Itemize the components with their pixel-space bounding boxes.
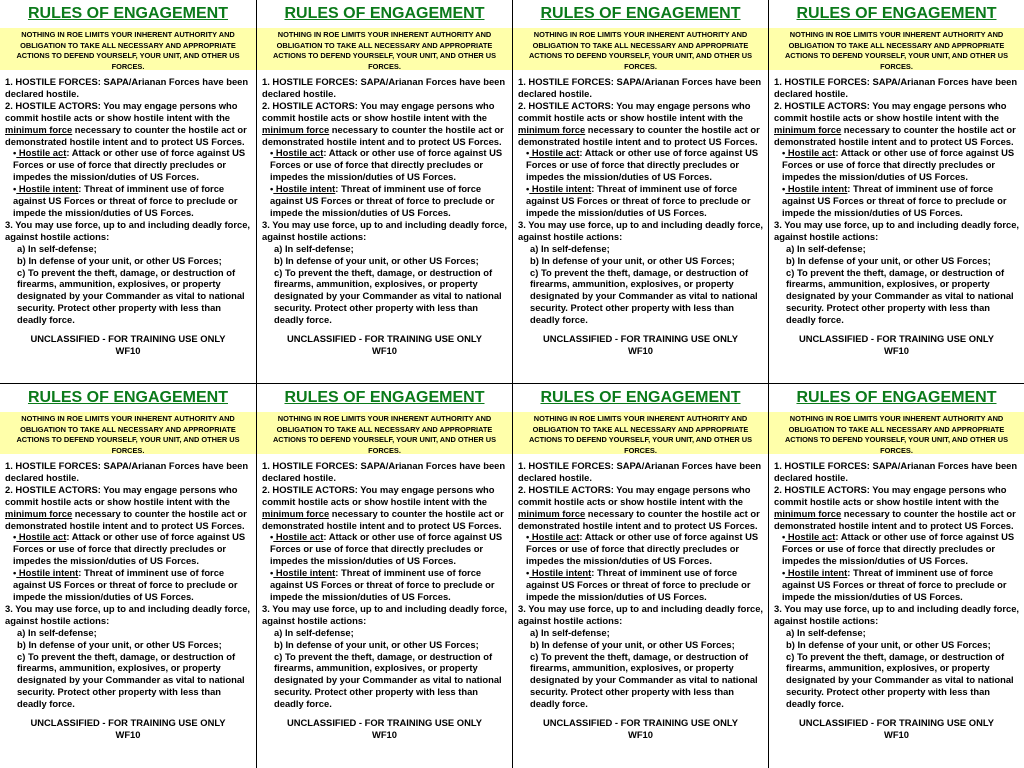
roe-card — [768, 0, 1024, 384]
roe-card — [512, 384, 768, 768]
item-use-of-force: 3. You may use force, up to and including deadly force, against hostile actions: — [774, 602, 1020, 626]
card-body — [769, 454, 1024, 710]
item-hostile-forces: 1. HOSTILE FORCES: SAPA/Arianan Forces have been declared hostile. — [518, 76, 762, 99]
classification-line: UNCLASSIFIED - FOR TRAINING USE ONLY — [287, 717, 482, 729]
item-hostile-forces: 1. HOSTILE FORCES: SAPA/Arianan Forces have been declared hostile. — [5, 76, 249, 99]
item-hostile-forces: 1. HOSTILE FORCES: SAPA/Arianan Forces have been declared hostile. — [5, 460, 249, 483]
hostile-act-term: Hostile act — [785, 147, 836, 159]
bullet-dot: • — [526, 147, 530, 159]
item-protect-property: c) To prevent the theft, damage, or destruction of firearms, ammunition, explosives, or property designated by your Commander as vital to national security. Protect other property with less than deadly force. — [17, 266, 245, 326]
item-hostile-actors — [518, 484, 764, 532]
card-title: RULES OF ENGAGEMENT — [796, 389, 997, 406]
hostile-act-term: Hostile act — [16, 147, 67, 159]
card-body — [513, 454, 768, 710]
card-banner: NOTHING IN ROE LIMITS YOUR INHERENT AUTHORITY AND OBLIGATION TO TAKE ALL NECESSARY AND APPROPRIATE ACTIONS TO DEFEND YOURSELF, YOUR UNIT, AND OTHER US FORCES. — [769, 28, 1024, 70]
card-footer — [257, 333, 512, 357]
item-defense-of-unit: b) In defense of your unit, or other US Forces; — [530, 254, 735, 266]
bullet-dot: • — [270, 147, 274, 159]
item-defense-of-unit: b) In defense of your unit, or other US Forces; — [274, 638, 479, 650]
card-body — [257, 70, 512, 326]
item-hostile-actors — [518, 100, 764, 148]
card-body — [769, 70, 1024, 326]
card-title: RULES OF ENGAGEMENT — [27, 5, 228, 22]
item-self-defense: a) In self-defense; — [530, 626, 610, 638]
item-use-of-force: 3. You may use force, up to and including deadly force, against hostile actions: — [262, 602, 508, 626]
item-use-of-force: 3. You may use force, up to and including deadly force, against hostile actions: — [518, 218, 764, 242]
item-defense-of-unit: b) In defense of your unit, or other US Forces; — [17, 638, 222, 650]
bullet-hostile-act — [774, 531, 1020, 567]
item-protect-property: c) To prevent the theft, damage, or destruction of firearms, ammunition, explosives, or property designated by your Commander as vital to national security. Protect other property with less than deadly force. — [530, 266, 758, 326]
bullet-dot: • — [526, 183, 530, 195]
classification-line: UNCLASSIFIED - FOR TRAINING USE ONLY — [287, 333, 482, 345]
item-hostile-actors-pre: 2. HOSTILE ACTORS: You may engage persons who commit hostile acts or show hostile intent with the — [262, 99, 495, 123]
card-banner: NOTHING IN ROE LIMITS YOUR INHERENT AUTHORITY AND OBLIGATION TO TAKE ALL NECESSARY AND APPROPRIATE ACTIONS TO DEFEND YOURSELF, YOUR UNIT, AND OTHER US FORCES. — [0, 412, 256, 454]
form-code: WF10 — [627, 728, 653, 740]
bullet-dot: • — [13, 531, 17, 543]
hostile-intent-term: Hostile intent — [785, 567, 848, 579]
card-banner: NOTHING IN ROE LIMITS YOUR INHERENT AUTHORITY AND OBLIGATION TO TAKE ALL NECESSARY AND APPROPRIATE ACTIONS TO DEFEND YOURSELF, YOUR UNIT, AND OTHER US FORCES. — [257, 412, 512, 454]
classification-line: UNCLASSIFIED - FOR TRAINING USE ONLY — [543, 717, 738, 729]
minimum-force-term: minimum force — [5, 123, 73, 135]
form-code: WF10 — [627, 344, 653, 356]
item-protect-property: c) To prevent the theft, damage, or destruction of firearms, ammunition, explosives, or property designated by your Commander as vital to national security. Protect other property with less than deadly force. — [530, 650, 758, 710]
roe-card — [768, 384, 1024, 768]
card-footer — [513, 717, 768, 741]
bullet-hostile-act — [518, 147, 764, 183]
item-protect-property: c) To prevent the theft, damage, or destruction of firearms, ammunition, explosives, or property designated by your Commander as vital to national security. Protect other property with less than deadly force. — [17, 650, 245, 710]
hostile-act-definition: : Attack or other use of force against US Forces or use of force that directly precludes or impedes the mission/duties of US Forces. — [270, 531, 503, 567]
bullet-dot: • — [270, 183, 274, 195]
card-body — [513, 70, 768, 326]
item-hostile-forces: 1. HOSTILE FORCES: SAPA/Arianan Forces have been declared hostile. — [774, 460, 1018, 483]
item-self-defense: a) In self-defense; — [17, 242, 97, 254]
item-protect-property: c) To prevent the theft, damage, or destruction of firearms, ammunition, explosives, or property designated by your Commander as vital to national security. Protect other property with less than deadly force. — [786, 266, 1014, 326]
card-banner: NOTHING IN ROE LIMITS YOUR INHERENT AUTHORITY AND OBLIGATION TO TAKE ALL NECESSARY AND APPROPRIATE ACTIONS TO DEFEND YOURSELF, YOUR UNIT, AND OTHER US FORCES. — [513, 28, 768, 70]
form-code: WF10 — [371, 344, 397, 356]
item-hostile-actors-pre: 2. HOSTILE ACTORS: You may engage persons who commit hostile acts or show hostile intent with the — [518, 483, 751, 507]
bullet-dot: • — [782, 567, 786, 579]
roe-card — [0, 384, 256, 768]
bullet-dot: • — [782, 147, 786, 159]
bullet-dot: • — [13, 183, 17, 195]
card-title: RULES OF ENGAGEMENT — [27, 389, 228, 406]
hostile-intent-definition: : Threat of imminent use of force against US Forces or threat of force to preclude or impede the mission/duties of US Forces. — [13, 183, 238, 218]
card-title: RULES OF ENGAGEMENT — [540, 389, 741, 406]
hostile-act-definition: : Attack or other use of force against US Forces or use of force that directly precludes or impedes the mission/duties of US Forces. — [270, 147, 503, 183]
item-self-defense: a) In self-defense; — [274, 242, 354, 254]
item-hostile-actors-post: necessary to counter the hostile act or demonstrated hostile intent and to protect US Forces. — [774, 123, 1016, 147]
item-hostile-forces: 1. HOSTILE FORCES: SAPA/Arianan Forces have been declared hostile. — [518, 460, 762, 483]
hostile-act-term: Hostile act — [16, 531, 67, 543]
card-footer — [769, 717, 1024, 741]
hostile-act-term: Hostile act — [785, 531, 836, 543]
card-banner: NOTHING IN ROE LIMITS YOUR INHERENT AUTHORITY AND OBLIGATION TO TAKE ALL NECESSARY AND APPROPRIATE ACTIONS TO DEFEND YOURSELF, YOUR UNIT, AND OTHER US FORCES. — [513, 412, 768, 454]
classification-line: UNCLASSIFIED - FOR TRAINING USE ONLY — [30, 717, 226, 729]
card-banner: NOTHING IN ROE LIMITS YOUR INHERENT AUTHORITY AND OBLIGATION TO TAKE ALL NECESSARY AND APPROPRIATE ACTIONS TO DEFEND YOURSELF, YOUR UNIT, AND OTHER US FORCES. — [257, 28, 512, 70]
hostile-intent-term: Hostile intent — [785, 183, 848, 195]
bullet-dot: • — [270, 531, 274, 543]
item-hostile-actors-post: necessary to counter the hostile act or demonstrated hostile intent and to protect US Forces. — [262, 507, 504, 531]
item-defense-of-unit: b) In defense of your unit, or other US Forces; — [274, 254, 479, 266]
bullet-dot: • — [526, 531, 530, 543]
item-defense-of-unit: b) In defense of your unit, or other US Forces; — [786, 254, 991, 266]
bullet-dot: • — [13, 567, 17, 579]
card-body — [0, 70, 256, 326]
card-title: RULES OF ENGAGEMENT — [284, 389, 485, 406]
item-hostile-actors — [774, 100, 1020, 148]
bullet-hostile-intent — [518, 567, 764, 603]
card-title: RULES OF ENGAGEMENT — [540, 5, 741, 22]
item-hostile-actors — [5, 484, 252, 532]
bullet-hostile-intent — [5, 183, 252, 219]
item-hostile-forces: 1. HOSTILE FORCES: SAPA/Arianan Forces have been declared hostile. — [774, 76, 1018, 99]
hostile-act-term: Hostile act — [273, 531, 324, 543]
minimum-force-term: minimum force — [774, 123, 842, 135]
roe-card — [0, 0, 256, 384]
roe-card — [512, 0, 768, 384]
bullet-dot: • — [782, 183, 786, 195]
bullet-hostile-intent — [774, 567, 1020, 603]
item-use-of-force: 3. You may use force, up to and including deadly force, against hostile actions: — [5, 602, 251, 626]
roe-card — [256, 0, 512, 384]
item-hostile-actors-pre: 2. HOSTILE ACTORS: You may engage persons who commit hostile acts or show hostile intent with the — [774, 483, 1007, 507]
hostile-act-term: Hostile act — [273, 147, 324, 159]
hostile-intent-term: Hostile intent — [273, 183, 336, 195]
bullet-hostile-act — [262, 147, 508, 183]
hostile-act-definition: : Attack or other use of force against US Forces or use of force that directly precludes or impedes the mission/duties of US Forces. — [782, 531, 1015, 567]
bullet-hostile-intent — [5, 567, 252, 603]
hostile-intent-definition: : Threat of imminent use of force against US Forces or threat of force to preclude or impede the mission/duties of US Forces. — [782, 183, 1007, 218]
hostile-intent-term: Hostile intent — [529, 183, 592, 195]
item-hostile-actors-post: necessary to counter the hostile act or demonstrated hostile intent and to protect US Forces. — [5, 507, 247, 531]
hostile-act-definition: : Attack or other use of force against US Forces or use of force that directly precludes or impedes the mission/duties of US Forces. — [13, 531, 246, 567]
item-hostile-actors-pre: 2. HOSTILE ACTORS: You may engage persons who commit hostile acts or show hostile intent with the — [5, 99, 238, 123]
item-hostile-actors-post: necessary to counter the hostile act or demonstrated hostile intent and to protect US Forces. — [518, 123, 760, 147]
hostile-act-term: Hostile act — [529, 147, 580, 159]
item-self-defense: a) In self-defense; — [530, 242, 610, 254]
bullet-hostile-act — [518, 531, 764, 567]
item-use-of-force: 3. You may use force, up to and including deadly force, against hostile actions: — [262, 218, 508, 242]
item-use-of-force: 3. You may use force, up to and including deadly force, against hostile actions: — [5, 218, 251, 242]
form-code: WF10 — [115, 344, 141, 356]
item-hostile-actors-pre: 2. HOSTILE ACTORS: You may engage persons who commit hostile acts or show hostile intent with the — [774, 99, 1007, 123]
hostile-intent-definition: : Threat of imminent use of force against US Forces or threat of force to preclude or impede the mission/duties of US Forces. — [526, 183, 751, 218]
form-code: WF10 — [883, 728, 909, 740]
hostile-act-definition: : Attack or other use of force against US Forces or use of force that directly precludes or impedes the mission/duties of US Forces. — [782, 147, 1015, 183]
classification-line: UNCLASSIFIED - FOR TRAINING USE ONLY — [543, 333, 738, 345]
hostile-act-definition: : Attack or other use of force against US Forces or use of force that directly precludes or impedes the mission/duties of US Forces. — [526, 147, 759, 183]
item-self-defense: a) In self-defense; — [17, 626, 97, 638]
item-hostile-actors — [262, 484, 508, 532]
item-defense-of-unit: b) In defense of your unit, or other US Forces; — [786, 638, 991, 650]
bullet-hostile-intent — [518, 183, 764, 219]
item-hostile-actors-post: necessary to counter the hostile act or demonstrated hostile intent and to protect US Forces. — [5, 123, 247, 147]
item-self-defense: a) In self-defense; — [274, 626, 354, 638]
item-protect-property: c) To prevent the theft, damage, or destruction of firearms, ammunition, explosives, or property designated by your Commander as vital to national security. Protect other property with less than deadly force. — [274, 650, 502, 710]
item-hostile-actors-pre: 2. HOSTILE ACTORS: You may engage persons who commit hostile acts or show hostile intent with the — [262, 483, 495, 507]
bullet-dot: • — [270, 567, 274, 579]
minimum-force-term: minimum force — [518, 507, 586, 519]
item-hostile-actors-pre: 2. HOSTILE ACTORS: You may engage persons who commit hostile acts or show hostile intent with the — [518, 99, 751, 123]
minimum-force-term: minimum force — [262, 507, 330, 519]
item-hostile-actors — [774, 484, 1020, 532]
form-code: WF10 — [115, 728, 141, 740]
card-title: RULES OF ENGAGEMENT — [796, 5, 997, 22]
card-body — [257, 454, 512, 710]
card-footer — [0, 717, 256, 741]
hostile-intent-term: Hostile intent — [16, 183, 79, 195]
card-banner: NOTHING IN ROE LIMITS YOUR INHERENT AUTHORITY AND OBLIGATION TO TAKE ALL NECESSARY AND APPROPRIATE ACTIONS TO DEFEND YOURSELF, YOUR UNIT, AND OTHER US FORCES. — [0, 28, 256, 70]
classification-line: UNCLASSIFIED - FOR TRAINING USE ONLY — [799, 333, 994, 345]
bullet-hostile-act — [262, 531, 508, 567]
bullet-hostile-intent — [774, 183, 1020, 219]
hostile-act-term: Hostile act — [529, 531, 580, 543]
item-hostile-actors — [5, 100, 252, 148]
item-use-of-force: 3. You may use force, up to and including deadly force, against hostile actions: — [774, 218, 1020, 242]
form-code: WF10 — [883, 344, 909, 356]
item-protect-property: c) To prevent the theft, damage, or destruction of firearms, ammunition, explosives, or property designated by your Commander as vital to national security. Protect other property with less than deadly force. — [274, 266, 502, 326]
hostile-intent-definition: : Threat of imminent use of force against US Forces or threat of force to preclude or impede the mission/duties of US Forces. — [270, 567, 495, 602]
hostile-intent-term: Hostile intent — [16, 567, 79, 579]
bullet-hostile-intent — [262, 183, 508, 219]
hostile-intent-term: Hostile intent — [529, 567, 592, 579]
hostile-intent-definition: : Threat of imminent use of force against US Forces or threat of force to preclude or impede the mission/duties of US Forces. — [526, 567, 751, 602]
card-footer — [257, 717, 512, 741]
classification-line: UNCLASSIFIED - FOR TRAINING USE ONLY — [799, 717, 994, 729]
hostile-intent-definition: : Threat of imminent use of force against US Forces or threat of force to preclude or impede the mission/duties of US Forces. — [13, 567, 238, 602]
bullet-hostile-act — [5, 147, 252, 183]
bullet-hostile-intent — [262, 567, 508, 603]
hostile-act-definition: : Attack or other use of force against US Forces or use of force that directly precludes or impedes the mission/duties of US Forces. — [13, 147, 246, 183]
card-footer — [513, 333, 768, 357]
bullet-dot: • — [782, 531, 786, 543]
item-hostile-forces: 1. HOSTILE FORCES: SAPA/Arianan Forces have been declared hostile. — [262, 460, 506, 483]
item-protect-property: c) To prevent the theft, damage, or destruction of firearms, ammunition, explosives, or property designated by your Commander as vital to national security. Protect other property with less than deadly force. — [786, 650, 1014, 710]
bullet-hostile-act — [774, 147, 1020, 183]
minimum-force-term: minimum force — [5, 507, 73, 519]
item-self-defense: a) In self-defense; — [786, 626, 866, 638]
item-self-defense: a) In self-defense; — [786, 242, 866, 254]
roe-card — [256, 384, 512, 768]
hostile-intent-definition: : Threat of imminent use of force against US Forces or threat of force to preclude or impede the mission/duties of US Forces. — [782, 567, 1007, 602]
hostile-act-definition: : Attack or other use of force against US Forces or use of force that directly precludes or impedes the mission/duties of US Forces. — [526, 531, 759, 567]
hostile-intent-term: Hostile intent — [273, 567, 336, 579]
classification-line: UNCLASSIFIED - FOR TRAINING USE ONLY — [30, 333, 226, 345]
card-banner: NOTHING IN ROE LIMITS YOUR INHERENT AUTHORITY AND OBLIGATION TO TAKE ALL NECESSARY AND APPROPRIATE ACTIONS TO DEFEND YOURSELF, YOUR UNIT, AND OTHER US FORCES. — [769, 412, 1024, 454]
hostile-intent-definition: : Threat of imminent use of force against US Forces or threat of force to preclude or impede the mission/duties of US Forces. — [270, 183, 495, 218]
form-code: WF10 — [371, 728, 397, 740]
item-hostile-actors-post: necessary to counter the hostile act or demonstrated hostile intent and to protect US Forces. — [518, 507, 760, 531]
card-body — [0, 454, 256, 710]
minimum-force-term: minimum force — [262, 123, 330, 135]
item-hostile-actors — [262, 100, 508, 148]
item-hostile-forces: 1. HOSTILE FORCES: SAPA/Arianan Forces have been declared hostile. — [262, 76, 506, 99]
item-hostile-actors-post: necessary to counter the hostile act or demonstrated hostile intent and to protect US Forces. — [262, 123, 504, 147]
card-footer — [0, 333, 256, 357]
item-hostile-actors-pre: 2. HOSTILE ACTORS: You may engage persons who commit hostile acts or show hostile intent with the — [5, 483, 238, 507]
bullet-dot: • — [13, 147, 17, 159]
minimum-force-term: minimum force — [774, 507, 842, 519]
item-use-of-force: 3. You may use force, up to and including deadly force, against hostile actions: — [518, 602, 764, 626]
bullet-dot: • — [526, 567, 530, 579]
item-hostile-actors-post: necessary to counter the hostile act or demonstrated hostile intent and to protect US Forces. — [774, 507, 1016, 531]
minimum-force-term: minimum force — [518, 123, 586, 135]
item-defense-of-unit: b) In defense of your unit, or other US Forces; — [530, 638, 735, 650]
bullet-hostile-act — [5, 531, 252, 567]
card-footer — [769, 333, 1024, 357]
card-title: RULES OF ENGAGEMENT — [284, 5, 485, 22]
item-defense-of-unit: b) In defense of your unit, or other US Forces; — [17, 254, 222, 266]
